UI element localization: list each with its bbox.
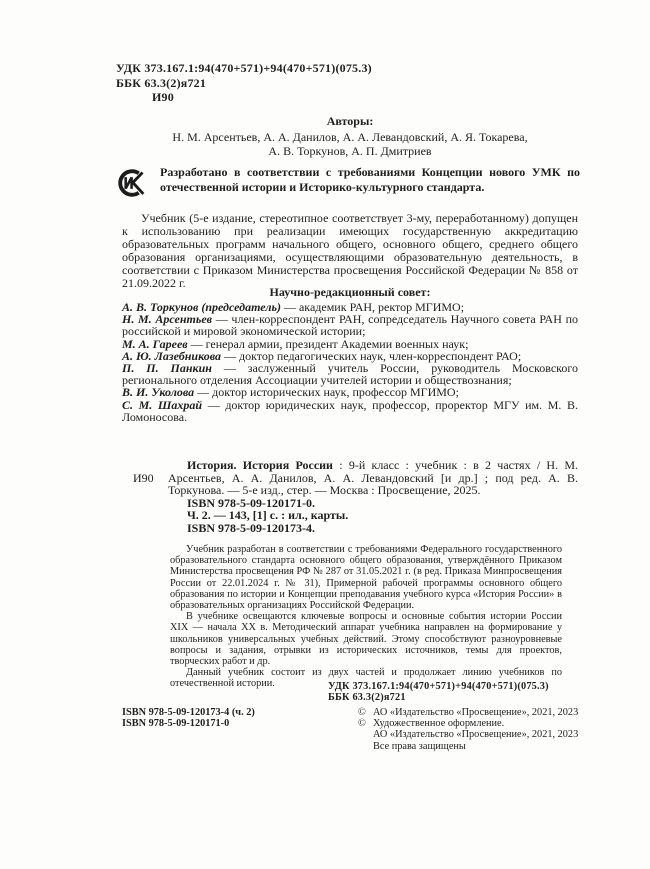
- concept-note-text: Разработано в соответствии с требованиями Концепции нового УМК по отечественной истории и Историко-культурного стандарта.: [160, 165, 580, 194]
- copyright-line: [358, 718, 608, 729]
- bibliographic-record: [168, 459, 578, 497]
- bibliographic-details: : 9-й класс : учебник : в 2 частях / Н. М. Арсентьев, А. А. Данилов, А. А. Левандовский [и др.] ; под ред. А. В. Торкунова. — 5-е изд., стер. — Москва : Просвещение, 2025.: [168, 458, 578, 498]
- part-line: Ч. 2. — 143, [1] с. : ил., карты.: [187, 508, 349, 523]
- board-member: [122, 362, 578, 386]
- catalog-card: [133, 459, 578, 535]
- udk-code-bottom: УДК 373.167.1:94(470+571)+94(470+571)(075.3): [328, 681, 549, 692]
- book-title: История. История России: [187, 458, 333, 472]
- authors-line-2: А. В. Торкунов, А. П. Дмитриев: [268, 144, 432, 158]
- board-member-name: Н. М. Арсентьев: [122, 312, 213, 327]
- udk-code: УДК 373.167.1:94(470+571)+94(470+571)(075.3): [116, 61, 372, 75]
- classification-codes-bottom: [328, 681, 549, 703]
- board-member-name: А. В. Торкунов (председатель): [122, 300, 281, 314]
- copyright-text: АО «Издательство «Просвещение», 2021, 2023: [373, 707, 579, 718]
- bbk-code-bottom: ББК 63.3(2)я721: [328, 692, 406, 704]
- board-member-description: — академик РАН, ректор МГИМО;: [280, 300, 465, 314]
- editorial-board: [122, 286, 578, 423]
- catalog-card-body: [168, 459, 578, 535]
- board-member-name: М. А. Гареев: [122, 336, 188, 351]
- copyright-sign: ©: [358, 718, 366, 730]
- board-member-description: — доктор исторических наук, профессор МГИМО;: [194, 385, 459, 400]
- catalog-author-sign: И90: [133, 470, 154, 485]
- board-member: [122, 399, 578, 423]
- admission-paragraph: Учебник (5-е издание, стереотипное соответствует 3-му, переработанному) допущен к использованию при реализации имеющих государственную аккредитацию образовательных программ начального общего, основного общего, среднего общего образования организациями, осуществляющими образовательную деятельность, в соответствии с Приказом Министерства просвещения Российской Федерации № 858 от 21.09.2022 г.: [122, 211, 578, 290]
- copyright-sign: [358, 729, 373, 740]
- isbn-set-line: ISBN 978-5-09-120171-0.: [187, 495, 315, 510]
- bbk-code: ББК 63.3(2)я721: [116, 75, 207, 90]
- board-member-description: — доктор педагогических наук, член-корреспондент РАО;: [221, 348, 522, 363]
- board-member-name: В. И. Уколова: [122, 385, 195, 400]
- ik-monogram-icon: [116, 167, 148, 199]
- copyright-sign: ©: [358, 707, 366, 718]
- concept-note-block: [116, 165, 580, 199]
- copyright-line: [358, 729, 608, 740]
- copyright-line: [358, 741, 608, 752]
- board-member: [122, 313, 578, 337]
- copyright-line: [358, 707, 608, 718]
- board-member-name: С. М. Шахрай: [122, 397, 203, 412]
- author-sign-code: И90: [152, 90, 174, 104]
- annotation-paragraph: В учебнике освещаются ключевые вопросы и основные события истории России XIX — начала XX в. Методический аппарат учебника направлен на формирование у школьников универсальных учебных действий. Этому способствуют разноуровневые вопросы и задания, отрывки из исторических источников, темы для проектов, творческих работ и др.: [170, 611, 562, 668]
- copyright-text: Все права защищены: [373, 740, 466, 752]
- copyright-sign: [358, 741, 373, 752]
- authors-heading: Авторы:: [326, 114, 374, 128]
- board-member-description: — генерал армии, президент Академии военных наук;: [187, 336, 469, 351]
- copyright-text: Художественное оформление.: [373, 718, 505, 730]
- isbn-block: [122, 707, 255, 729]
- isbn-line-set: ISBN 978-5-09-120171-0: [122, 718, 230, 730]
- board-member-name: А. Ю. Лазебникова: [122, 348, 221, 363]
- classification-codes: [116, 61, 372, 105]
- editorial-board-heading: Научно-редакционный совет:: [269, 285, 431, 299]
- authors-block: [115, 114, 585, 159]
- annotation-paragraph: Учебник разработан в соответствии с требованиями Федерального государственного образовательного стандарта основного общего образования, утверждённого Приказом Министерства просвещения РФ № 287 от 31.05.2021 г. (в ред. Приказа Минпросвещения России от 22.01.2024 г. № 31), Примерной рабочей программы основного общего образования по истории и Концепции преподавания учебного курса «История России» в образовательных организациях Российской Федерации.: [170, 544, 562, 612]
- annotation-paragraph: Данный учебник состоит из двух частей и продолжает линию учебников по отечественной истории.: [170, 667, 562, 690]
- annotation-block: [170, 544, 562, 690]
- isbn-line-part: ISBN 978-5-09-120173-4 (ч. 2): [122, 707, 255, 718]
- isbn-part-line: ISBN 978-5-09-120173-4.: [187, 520, 315, 535]
- copyright-text: АО «Издательство «Просвещение», 2021, 2023: [373, 729, 579, 741]
- board-member-name: П. П. Панкин: [122, 361, 212, 376]
- board-member-description: — заслуженный учитель России, руководитель Московского регионального отделения Ассоциации учителей истории и обществознания;: [122, 361, 578, 388]
- authors-line-1: Н. М. Арсентьев, А. А. Данилов, А. А. Левандовский, А. Я. Токарева,: [172, 129, 528, 144]
- board-member-description: — член-корреспондент РАН, сопредседатель Научного совета РАН по российской и мировой экономической истории;: [122, 312, 578, 339]
- copyright-block: [358, 707, 608, 752]
- board-member-description: — доктор юридических наук, профессор, проректор МГУ им. М. В. Ломоносова.: [122, 397, 578, 424]
